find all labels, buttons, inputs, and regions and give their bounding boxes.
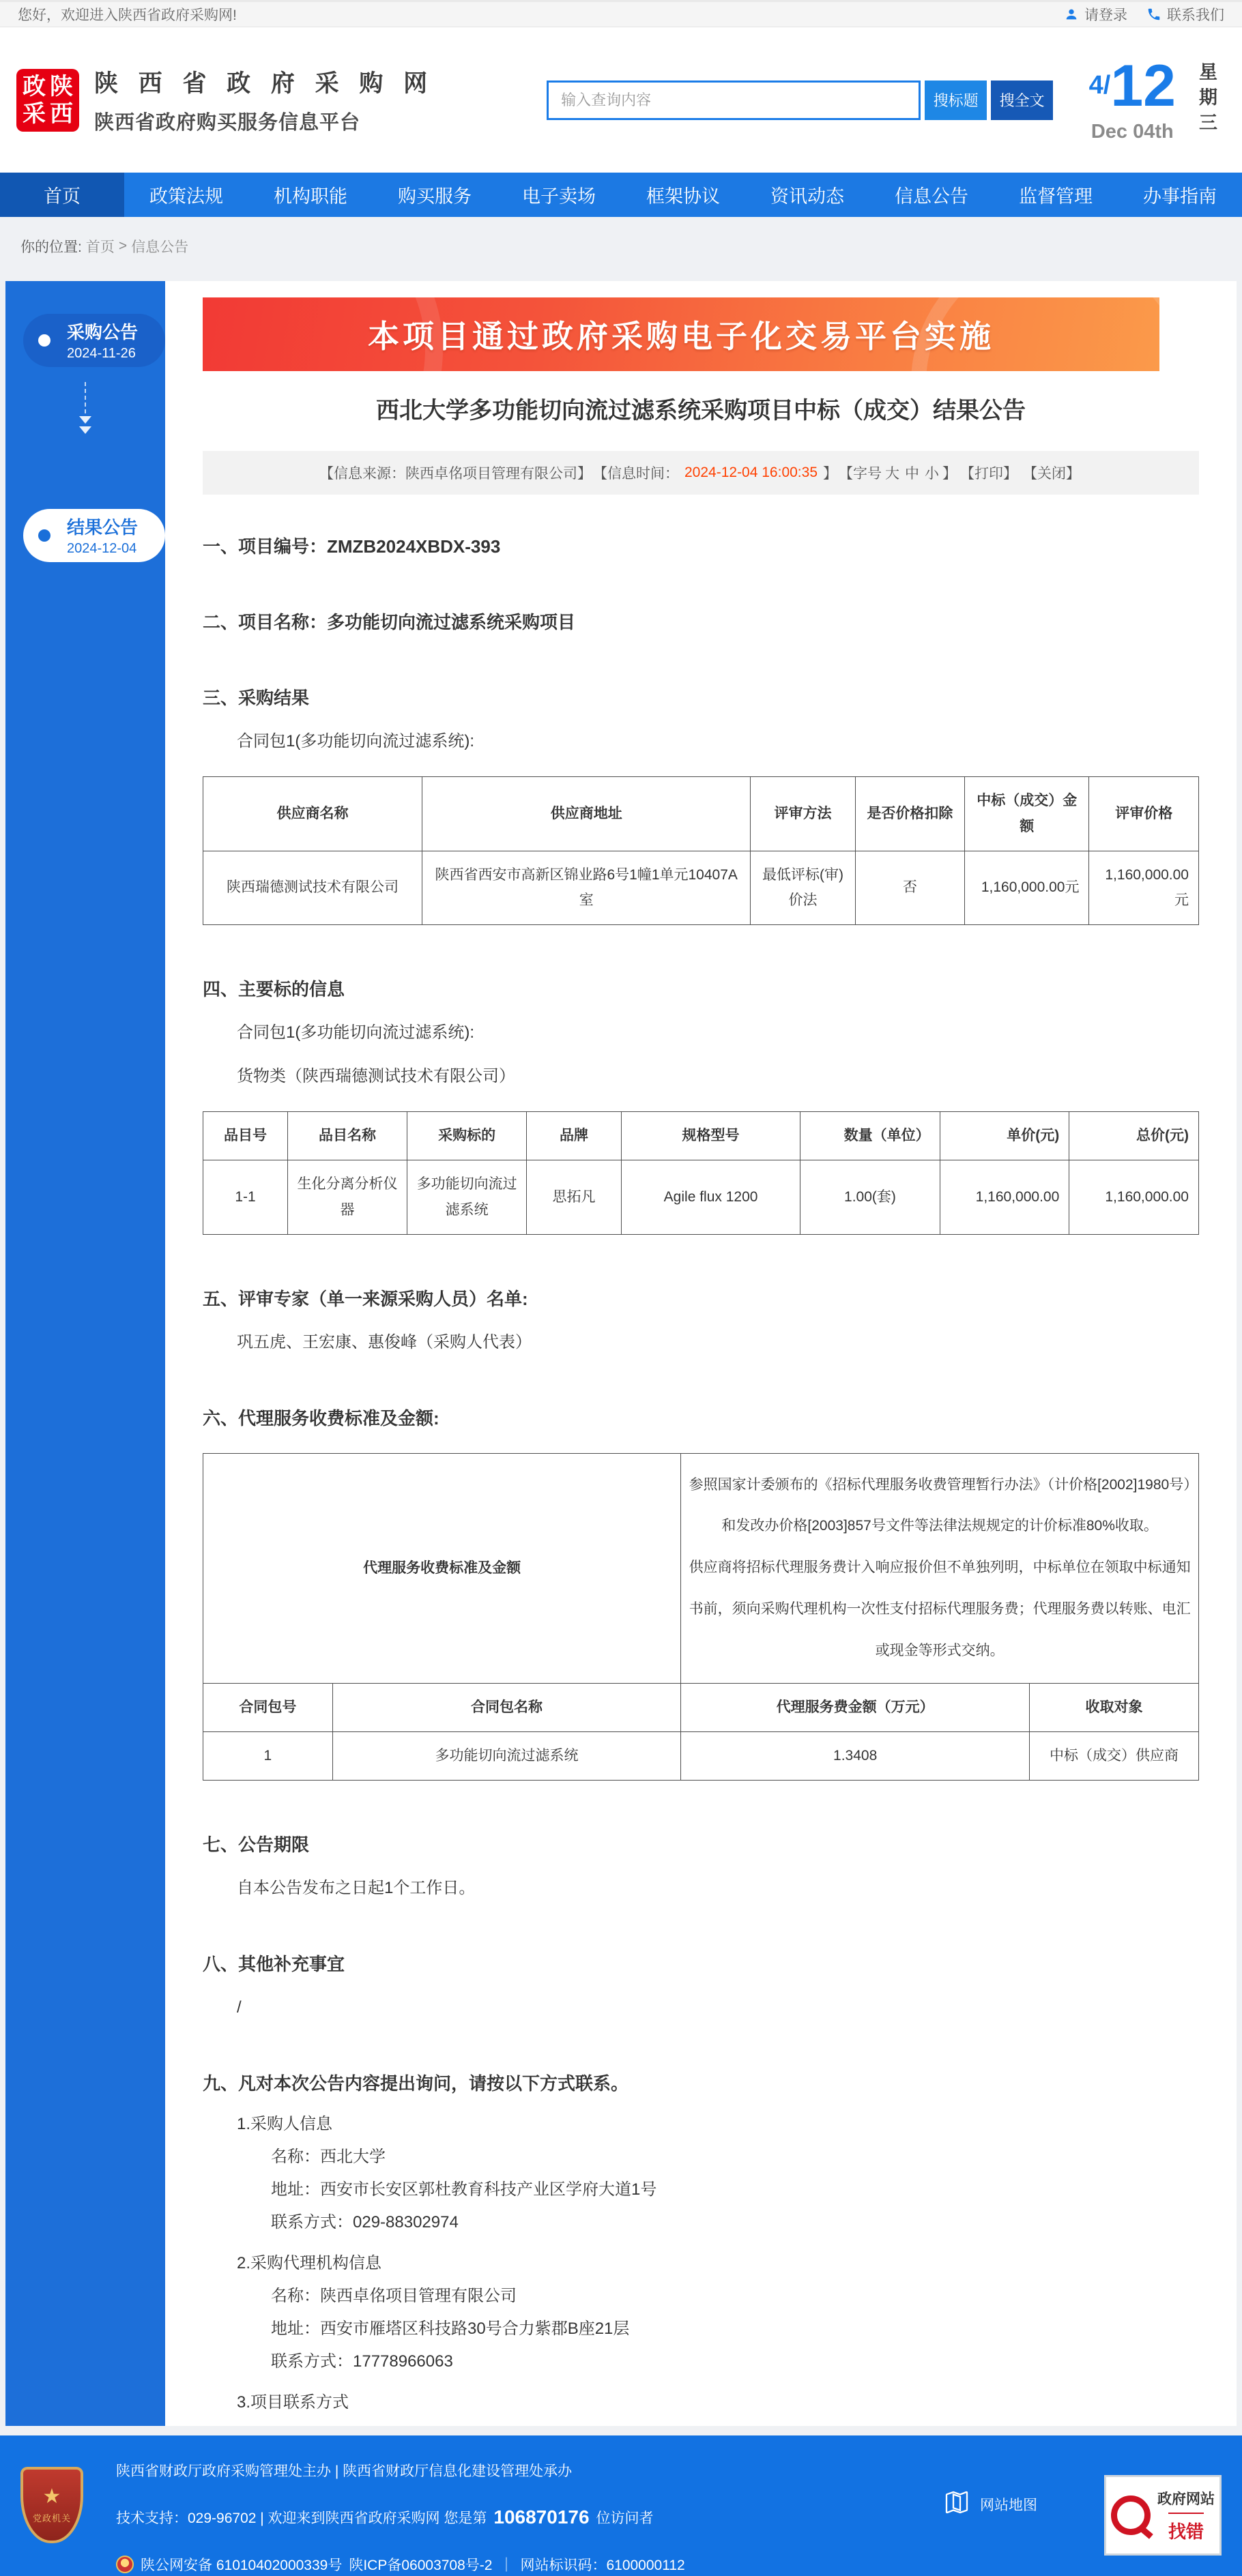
nav-item-supervision[interactable]: 监督管理 [1019, 186, 1093, 207]
sidebar-step-result-notice[interactable]: 结果公告 2024-12-04 [23, 509, 165, 562]
section-other-matters: 八、其他补充事宜 [203, 1953, 345, 1974]
logo-seal-icon: 政 陕 采 西 [16, 69, 79, 132]
nav-item-framework[interactable]: 框架协议 [646, 186, 720, 207]
agency-fee-table [203, 1453, 1199, 1781]
search-title-button[interactable]: 搜标题 [925, 80, 987, 120]
agency-name: 名称：陕西卓佲项目管理有限公司 [271, 2286, 517, 2305]
expert-names: 巩五虎、王宏康、惠俊峰（采购人代表） [237, 1332, 532, 1351]
section-project-name: 二、项目名称：多功能切向流过滤系统采购项目 [203, 612, 576, 632]
project-contact-person [271, 2424, 1199, 2426]
meta-source: 【信息来源：陕西卓佲项目管理有限公司】 [319, 466, 592, 482]
nav-item-purchase-services[interactable]: 购买服务 [398, 186, 472, 207]
section-contact-info: 九、凡对本次公告内容提出询问，请按以下方式联系。 [203, 2073, 629, 2094]
project-contact-title: 3.项目联系方式 [237, 2392, 349, 2412]
breadcrumb-prefix: 你的位置: [20, 239, 82, 255]
meta-fontsize-open: 【字号 [839, 466, 882, 482]
announcement-body [203, 533, 1199, 2426]
nav-item-guide[interactable]: 办事指南 [1143, 186, 1217, 207]
section-agency-fee: 六、代理服务收费标准及金额: [203, 1407, 439, 1429]
breadcrumb-home[interactable]: 首页 [85, 239, 115, 255]
person-icon [1064, 7, 1079, 22]
sitemap-link[interactable]: 网站地图 [943, 2489, 1037, 2520]
fee-standard-row [203, 1453, 1199, 1683]
progress-sidebar [5, 281, 165, 2426]
login-link[interactable]: 请登录 [1064, 4, 1127, 25]
footer-gap [0, 2426, 1242, 2435]
section-expert-list: 五、评审专家（单一来源采购人员）名单: [203, 1288, 528, 1309]
site-logo[interactable] [16, 65, 434, 135]
font-size-small-button[interactable]: 小 [925, 466, 939, 482]
breadcrumb [0, 217, 1242, 276]
meta-time-open: 【信息时间： [593, 466, 679, 482]
package-line: 合同包1(多功能切向流过滤系统): [237, 1023, 474, 1042]
agency-phone: 联系方式：17778966063 [271, 2352, 453, 2371]
gov-site-error-icon [1111, 2496, 1151, 2535]
supplier-result-table [203, 776, 1199, 925]
purchaser-address: 地址：西安市长安区郭杜教育科技产业区学府大道1号 [271, 2180, 657, 2199]
content-area [0, 276, 1242, 2426]
site-code: 网站标识码：6100000112 [520, 2558, 685, 2573]
table-row: 1 多功能切向流过滤系统 1.3408 中标（成交）供应商 [203, 1731, 1199, 1780]
table-header-row: 合同包号 合同包名称 代理服务费金额（万元） 收取对象 [203, 1684, 1199, 1732]
item-detail-table [203, 1111, 1199, 1234]
package-line: 合同包1(多功能切向流过滤系统): [237, 732, 474, 750]
sidebar-step-procurement-notice[interactable]: 采购公告 2024-11-26 [23, 314, 165, 367]
main-nav [0, 173, 1242, 217]
page-title: 西北大学多功能切向流过滤系统采购项目中标（成交）结果公告 [376, 398, 1026, 424]
footer-beian-line: 陕公网安备 61010402000339号 陕ICP备06003708号-2 ｜ 网站标识码：6100000112 [116, 2554, 685, 2575]
site-header [0, 27, 1242, 173]
meta-time: 2024-12-04 16:00:35 [684, 465, 818, 480]
breadcrumb-current: 信息公告 [131, 239, 189, 255]
breadcrumb-sep: > [118, 238, 128, 254]
other-matters-text: / [237, 1997, 242, 2017]
purchaser-info-title: 1.采购人信息 [237, 2114, 333, 2133]
purchaser-phone: 联系方式：029-88302974 [271, 2212, 459, 2231]
nav-item-announcements[interactable]: 信息公告 [895, 186, 968, 207]
date-widget [1088, 53, 1226, 143]
search-fulltext-button[interactable]: 搜全文 [991, 80, 1053, 120]
visitor-count: 106870176 [493, 2506, 590, 2528]
close-button[interactable]: 【关闭】 [1023, 466, 1080, 482]
goods-category-line: 货物类（陕西瑞德测试技术有限公司） [237, 1067, 515, 1086]
site-footer [0, 2435, 1242, 2576]
map-icon [943, 2489, 970, 2520]
contact-us-link[interactable]: 联系我们 [1146, 4, 1224, 25]
announcement-period-text: 自本公告发布之日起1个工作日。 [237, 1878, 476, 1897]
nav-item-news[interactable]: 资讯动态 [770, 186, 844, 207]
announcement-card [165, 281, 1237, 2426]
meta-time-close: 】 [823, 466, 837, 482]
top-notice-bar [0, 0, 1242, 27]
gov-site-error-badge[interactable]: 政府网站 找错 [1104, 2475, 1222, 2556]
purchaser-name: 名称：西北大学 [271, 2147, 386, 2166]
agency-info-title: 2.采购代理机构信息 [237, 2253, 382, 2272]
nav-item-home[interactable]: 首页 [0, 173, 124, 217]
date-weekday: 星期三 [1196, 62, 1217, 138]
e-platform-banner [203, 297, 1159, 371]
table-row: 1-1 生化分离分析仪器 多功能切向流过滤系统 思拓凡 Agile flux 1200 1.00(套) 1,160,000.00 1,160,000.00 [203, 1160, 1199, 1234]
phone-icon [1146, 7, 1161, 22]
site-title: 陕 西 省 政 府 采 购 网 [94, 70, 435, 97]
font-size-large-button[interactable]: 大 [885, 466, 899, 482]
welcome-text: 您好，欢迎进入陕西省政府采购网! [18, 8, 237, 23]
search-input[interactable] [547, 80, 921, 120]
nav-item-e-mall[interactable]: 电子卖场 [522, 186, 596, 207]
date-english: Dec 04th [1091, 121, 1174, 143]
table-header-row: 品目号 品目名称 采购标的 品牌 规格型号 数量（单位） 单价(元) 总价(元) [203, 1112, 1199, 1160]
site-subtitle: 陕西省政府购买服务信息平台 [94, 112, 361, 134]
nav-item-functions[interactable]: 机构职能 [274, 186, 347, 207]
beian-icp[interactable]: 陕ICP备06003708号-2 [349, 2558, 493, 2573]
date-day: 12 [1110, 53, 1176, 119]
section-announcement-period: 七、公告期限 [203, 1834, 310, 1855]
agency-address: 地址：西安市雁塔区科技路30号合力紫郡B座21层 [271, 2319, 630, 2338]
fee-standard-desc: 参照国家计委颁布的《招标代理服务收费管理暂行办法》（计价格[2002]1980号）和发改办价格[2003]857号文件等法律法规规定的计价标准80%收取。 供应商将招标代理服务费计入响应报价但不单独列明，中标单位在领取中标通知书前，须向采购代理机构一次性支付招标代理服务费；代理服务费以转账、电汇或现金等形式交纳。 [681, 1453, 1199, 1683]
meta-fontsize-close: 】 [942, 466, 957, 482]
banner-text: 本项目通过政府采购电子化交易平台实施 [368, 319, 994, 354]
step-connector-arrow-icon [79, 382, 165, 434]
fee-standard-label: 代理服务收费标准及金额 [203, 1453, 681, 1683]
section-main-subject-info: 四、主要标的信息 [203, 979, 345, 1000]
meta-bar [203, 451, 1199, 495]
print-button[interactable]: 【打印】 [960, 466, 1017, 482]
section-project-number: 一、项目编号：ZMZB2024XBDX-393 [203, 536, 501, 557]
table-header-row: 供应商名称 供应商地址 评审方法 是否价格扣除 中标（成交）金额 评审价格 [203, 777, 1199, 851]
font-size-medium-button[interactable]: 中 [905, 466, 919, 482]
table-row: 陕西瑞德测试技术有限公司 陕西省西安市高新区锦业路6号1幢1单元10407A室 最低评标(审)价法 否 1,160,000.00元 1,160,000.00元 [203, 851, 1199, 925]
step-dot-icon [38, 334, 50, 347]
footer-organizer-line: 陕西省财政厅政府采购管理处主办 | 陕西省财政厅信息化建设管理处承办 [116, 2463, 573, 2479]
step-dot-icon [38, 529, 50, 542]
date-month: 4/ [1088, 71, 1111, 100]
beian-police[interactable]: 陕公网安备 61010402000339号 [141, 2558, 343, 2573]
section-procurement-result: 三、采购结果 [203, 688, 310, 708]
footer-support-line: 技术支持：029-96702 | 欢迎来到陕西省政府采购网 您是第 106870176 位访问者 [116, 2506, 654, 2528]
search-bar [547, 80, 1053, 120]
party-shield-icon: ★ 党政机关 [20, 2467, 83, 2543]
police-badge-icon [116, 2556, 134, 2573]
nav-item-policies[interactable]: 政策法规 [149, 186, 223, 207]
